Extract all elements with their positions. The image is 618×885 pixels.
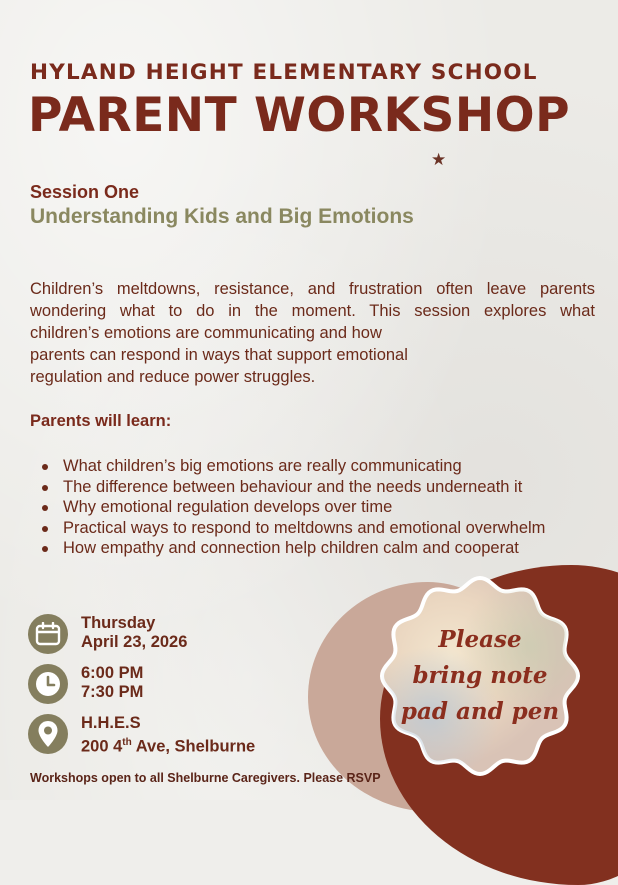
intro-line: children’s emotions are communicating and how — [30, 324, 382, 342]
intro-line: regulation and reduce power struggles. — [30, 368, 316, 386]
learn-heading: Parents will learn: — [30, 412, 172, 430]
list-item: What children’s big emotions are really communicating — [40, 456, 545, 477]
badge-line: pad and pen — [400, 698, 560, 725]
date-row — [28, 614, 187, 654]
school-name: HYLAND HEIGHT ELEMENTARY SCHOOL — [30, 60, 538, 85]
location-name: H.H.E.S — [81, 714, 141, 732]
badge-text — [378, 574, 582, 778]
location-row — [28, 714, 255, 757]
time-text — [81, 664, 143, 702]
address-ordinal: th — [122, 737, 132, 748]
star-icon: ★ — [431, 150, 447, 170]
list-item: The difference between behaviour and the needs underneath it — [40, 477, 545, 498]
badge-line: bring note — [412, 662, 548, 689]
date-day: Thursday — [81, 614, 156, 632]
list-item: Practical ways to respond to meltdowns and emotional overwhelm — [40, 518, 545, 539]
date-text — [81, 614, 187, 652]
badge-line: Please — [438, 626, 522, 653]
calendar-icon — [28, 614, 68, 654]
time-start: 6:00 PM — [81, 664, 144, 682]
intro-line: wondering what to do in the moment. This session explores what — [30, 302, 595, 320]
clock-icon — [28, 664, 68, 704]
location-text — [81, 714, 255, 757]
location-address: 200 4th Ave, Shelburne — [81, 737, 256, 756]
intro-line: Children’s meltdowns, resistance, and frustration often leave parents — [30, 280, 595, 298]
reminder-badge — [378, 574, 582, 778]
intro-paragraph — [30, 278, 595, 388]
time-row — [28, 664, 143, 704]
map-pin-icon — [28, 714, 68, 754]
date-value: April 23, 2026 — [81, 633, 188, 651]
session-number: Session One — [30, 182, 140, 202]
page-title: PARENT WORKSHOP — [28, 88, 571, 143]
list-item: How empathy and connection help children calm and cooperat — [40, 538, 545, 559]
list-item: Why emotional regulation develops over time — [40, 497, 545, 518]
rsvp-note: Workshops open to all Shelburne Caregivers. Please RSVP — [30, 771, 381, 785]
intro-line: parents can respond in ways that support emotional — [30, 346, 408, 364]
session-topic: Understanding Kids and Big Emotions — [30, 205, 414, 228]
time-end: 7:30 PM — [81, 683, 144, 701]
learn-list — [40, 456, 545, 559]
